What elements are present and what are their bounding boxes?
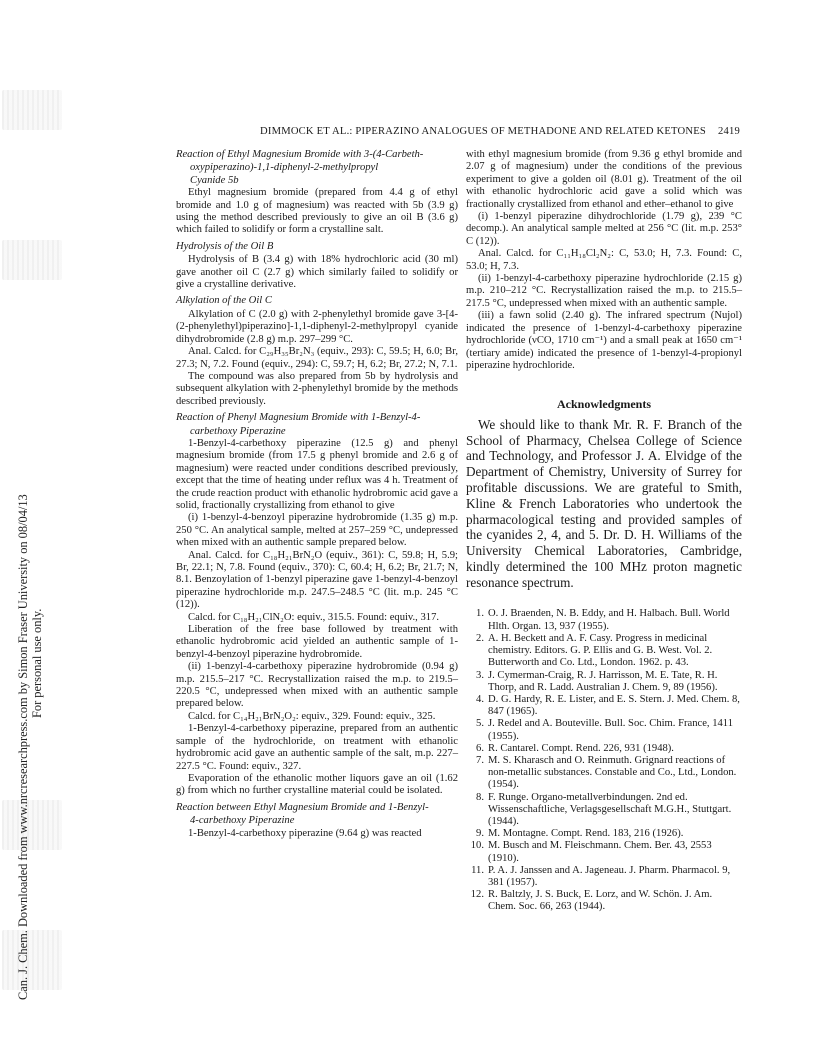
section-heading: Reaction of Ethyl Magnesium Bromide with 3-(4-Carbeth- [176,149,424,160]
section-heading: Reaction of Phenyl Magnesium Bromide with 1-Benzyl-4- [176,412,421,424]
reference-number: 8. [476,791,484,803]
paragraph: Ethyl magnesium bromide (prepared from 4.4 g of ethyl bromide and 1.0 g of magnesium) was reacted with 5b (3.9 g) using the method described previously to give an oil B (3.6 g) which failed to solidify or form a crystalline salt. [176,187,458,236]
reference-item [466,718,742,742]
reference-text: M. Montagne. Compt. Rend. 183, 216 (1926). [488,828,684,840]
reference-number: 12. [470,889,484,901]
paragraph: Anal. Calcd. for C₁₈H₂₁BrN₂O (equiv., 361): C, 59.8; H, 5.9; Br, 22.1; N, 7.8. Found (equiv., 370): C, 60.4; H, 6.2; Br, 21.7; N, 8.1. Benzoylation of 1-benzyl piperazine gave 1-benzyl-4-benzoyl piperazine hydrochloride m.p. 247.5–248.5 °C (lit. m.p. 245 °C (12)). [176,549,458,611]
watermark-line-1: Can. J. Chem. Downloaded from www.nrcresearchpress.com by Simon Fraser University on 08/04/13 [16,494,30,1000]
section-heading: Reaction between Ethyl Magnesium Bromide and 1-Benzyl- [176,801,429,813]
section-heading-continued: oxypiperazino)-1,1-diphenyl-2-methylpropyl [190,162,379,174]
paragraph: 1-Benzyl-4-carbethoxy piperazine, prepared from an authentic sample of the hydrochloride, on treatment with ethanolic hydrobromic acid gave an authentic sample of the salt, m.p. 227–227.5 °C. Found: equiv., 327. [176,723,458,772]
scan-speckle [2,90,62,130]
reference-text: O. J. Braenden, N. B. Eddy, and H. Halbach. Bull. World Hlth. Organ. 13, 937 (1955). [488,608,730,632]
reference-item [466,828,742,840]
paragraph: Evaporation of the ethanolic mother liquors gave an oil (1.62 g) from which no further crystalline material could be isolated. [176,772,458,797]
acknowledgments-text: We should like to thank Mr. R. F. Branch of the School of Pharmacy, Chelsea College of Science and Technology, and Professor J. A. Elvidge of the Department of Chemistry, University of Surrey for profitable discussions. We are grateful to Smith, Kline & French Laboratories who undertook the pharmacological testing and provided samples of the cyanides 2, 4, and 5. Dr. D. H. Williams of the University Chemical Laboratories, Cambridge, kindly determined the 100 MHz proton magnetic resonance spectrum. [466,416,742,590]
reference-number: 6. [476,742,484,754]
paragraph: 1-Benzyl-4-carbethoxy piperazine (9.64 g) was reacted [188,827,422,839]
reference-text: D. G. Hardy, R. E. Lister, and E. S. Stern. J. Med. Chem. 8, 847 (1965). [488,693,740,718]
reference-number: 4. [476,693,484,705]
watermark-text [16,494,44,1000]
reference-item [466,865,742,889]
reference-item [466,670,742,694]
reference-item [466,743,742,755]
reference-number: 2. [476,632,484,644]
reference-item [466,792,742,829]
right-column [466,149,742,914]
download-watermark [0,0,150,1052]
paragraph: Alkylation of C (2.0 g) with 2-phenylethyl bromide gave 3-[4-(2-phenylethyl)piperazino]-1,1-diphenyl-2-methylpropyl cyanide dihydrobromide (2.8 g) m.p. 297–299 °C. [176,308,458,345]
reference-text: R. Cantarel. Compt. Rend. 226, 931 (1948). [488,742,674,754]
paragraph: Hydrolysis of B (3.4 g) with 18% hydrochloric acid (30 ml) gave another oil C (2.7 g) which similarly failed to solidify or give a crystalline derivative. [176,254,458,291]
paragraph: (iii) a fawn solid (2.40 g). The infrared spectrum (Nujol) indicated the presence of 1-benzyl-4-carbethoxy piperazine hydrochloride (νCO, 1710 cm⁻¹) and a small peak at 1650 cm⁻¹ (tertiary amide) indicated the presence of 1-benzyl-4-propionyl piperazine hydrochloride. [466,310,742,371]
reference-item [466,633,742,670]
right-column-experimental [466,149,742,372]
paragraph: Calcd. for C₁₄H₂₁BrN₂O₂: equiv., 329. Found: equiv., 325. [188,710,436,722]
reference-number: 7. [476,754,484,766]
reference-item [466,608,742,632]
section-heading: Hydrolysis of the Oil B [176,240,274,252]
reference-number: 3. [476,669,484,681]
left-column [176,149,458,840]
paragraph: Anal. Calcd. for C₂₉H₃₅Br₂N₃ (equiv., 293): C, 59.5; H, 6.0; Br, 27.3; N, 7.2. Found (equiv., 294): C, 59.7; H, 6.2; Br, 27.2; N, 7.1. [176,346,458,370]
paragraph-continued: with ethyl magnesium bromide (from 9.36 g ethyl bromide and 2.07 g of magnesium) under the conditions of the previous experiment to give a golden oil (8.01 g). Treatment of the oil with ethanolic hydrochloric acid gave a solid which was fractionally crystallized from ethanol and ether–ethanol to give [466,149,742,210]
section-heading: Alkylation of the Oil C [176,295,272,307]
section-heading-continued: carbethoxy Piperazine [190,425,286,437]
watermark-line-2: For personal use only. [30,608,44,718]
reference-item [466,755,742,792]
paragraph: (i) 1-benzyl-4-benzoyl piperazine hydrobromide (1.35 g) m.p. 250 °C. An analytical sample, melted at 257–259 °C, undepressed when mixed with an authentic sample prepared below. [176,512,458,549]
reference-text: A. H. Beckett and A. F. Casy. Progress in medicinal chemistry. Editors. G. P. Ellis and G. B. West. Vol. 2. Butterworth and Co. Ltd., London. 1962. p. 43. [488,632,713,669]
reference-text: J. Cymerman-Craig, R. J. Harrisson, M. E. Tate, R. H. Thorp, and R. Ladd. Australian J. Chem. 9, 89 (1956). [488,669,718,693]
reference-text: R. Baltzly, J. S. Buck, E. Lorz, and W. Schön. J. Am. Chem. Soc. 66, 263 (1944). [488,889,713,913]
reference-text: P. A. J. Janssen and A. Jageneau. J. Pharm. Pharmacol. 9, 381 (1957). [488,864,731,888]
paragraph: (i) 1-benzyl piperazine dihydrochloride (1.79 g), 239 °C decomp.). An analytical sample melted at 256 °C (lit. m.p. 253° C (12)). [466,211,742,247]
scan-speckle [2,240,62,280]
paragraph: Liberation of the free base followed by treatment with ethanolic hydrobromic acid yielded an authentic sample of 1-benzyl-4-benzoyl piperazine hydrobromide. [176,624,458,660]
page-number: 2419 [718,126,740,137]
references-list [466,608,742,913]
section-heading-continued: 4-carbethoxy Piperazine [190,815,295,827]
paragraph: (ii) 1-benzyl-4-carbethoxy piperazine hydrochloride (2.15 g) m.p. 210–212 °C. Recrystallization raised the m.p. to 215.5–217.5 °C, undepressed when mixed with an authentic sample. [466,273,742,309]
reference-text: J. Redel and A. Bouteville. Bull. Soc. Chim. France, 1411 (1955). [488,718,734,742]
reference-item [466,694,742,718]
paragraph: (ii) 1-benzyl-4-carbethoxy piperazine hydrobromide (0.94 g) m.p. 215.5–217 °C. Recrystallization raised the m.p. to 219.5–220.5 °C, undepressed when mixed with an authentic sample prepared below. [176,661,458,710]
reference-number: 11. [471,864,484,876]
paragraph: 1-Benzyl-4-carbethoxy piperazine (12.5 g) and phenyl magnesium bromide (from 17.5 g phenyl bromide and 2.6 g of magnesium) were reacted under conditions described previously, except that the time of heating under reflux was 4 h. Treatment of the crude reaction product with ethanolic hydrobromic acid gave a solid, fractionally crystallizing from ethanol to give [176,437,458,511]
reference-text: M. S. Kharasch and O. Reinmuth. Grignard reactions of non-metallic substances. Constable and Co., Ltd., London. (1954). [488,754,737,791]
reference-number: 10. [470,840,484,852]
paragraph: The compound was also prepared from 5b by hydrolysis and subsequent alkylation with 2-phenylethyl bromide by the methods described previously. [176,370,458,407]
reference-text: F. Runge. Organo-metallverbindungen. 2nd ed. Wissenschaftliche, Verlagsgesellschaft M.G.H., Stuttgart. (1944). [488,791,732,827]
paragraph: Calcd. for C₁₈H₂₁ClN₂O: equiv., 315.5. Found: equiv., 317. [188,611,440,623]
reference-text: M. Busch and M. Fleischmann. Chem. Ber. 43, 2553 (1910). [488,840,712,864]
paragraph: Anal. Calcd. for C₁₁H₁₈Cl₂N₂: C, 53.0; H, 7.3. Found: C, 53.0; H, 7.3. [466,248,742,272]
section-heading-continued: Cyanide 5b [190,174,239,186]
running-head-title: DIMMOCK ET AL.: PIPERAZINO ANALOGUES OF METHADONE AND RELATED KETONES [260,126,706,137]
reference-item [466,889,742,913]
reference-number: 1. [476,608,484,620]
reference-item [466,840,742,864]
acknowledgments-heading: Acknowledgments [556,397,651,412]
reference-number: 5. [476,718,484,730]
reference-number: 9. [476,828,484,840]
